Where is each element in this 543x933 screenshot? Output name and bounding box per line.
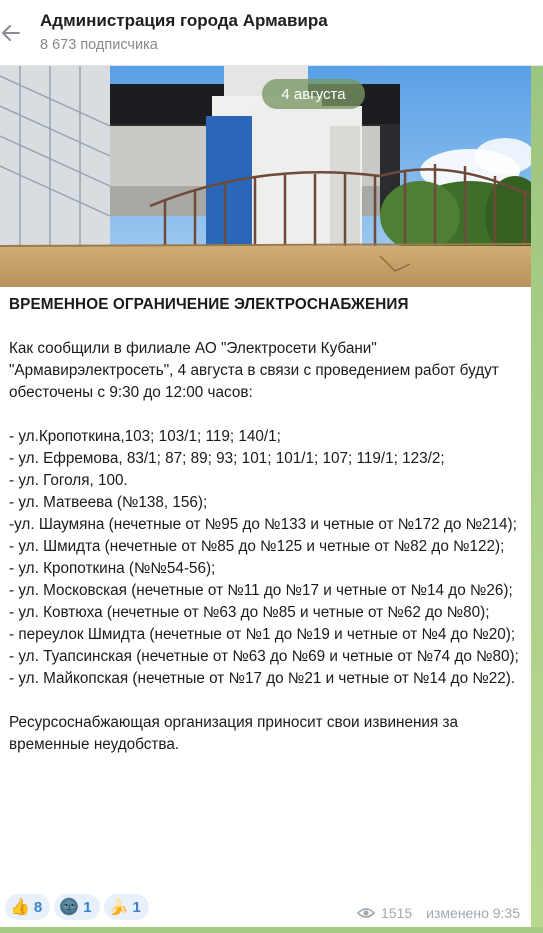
- street-line: - ул.Кропоткина,103; 103/1; 119; 140/1;: [9, 428, 281, 445]
- street-line: - ул. Майкопская (нечетные от №17 до №21 и четные от №14 до №22).: [9, 670, 516, 687]
- back-button[interactable]: [0, 18, 22, 48]
- views-eye-icon: [357, 907, 375, 919]
- reaction-count: 1: [83, 898, 92, 916]
- chat-background-bottom: [0, 927, 543, 933]
- street-line: - ул. Гоголя, 100.: [9, 472, 128, 489]
- chat-header: [0, 0, 543, 66]
- post-text: [9, 294, 525, 756]
- view-count: 1515: [381, 905, 413, 921]
- street-line: -ул. Шаумяна (нечетные от №95 до №133 и четные от №172 до №214);: [9, 516, 517, 533]
- banana-icon: 🍌: [108, 899, 129, 916]
- post-meta: [357, 905, 520, 921]
- reaction-count: 1: [132, 898, 141, 916]
- street-line: - ул. Шмидта (нечетные от №85 до №125 и четные от №82 до №122);: [9, 538, 505, 555]
- street-line: - ул. Ковтюха (нечетные от №63 до №85 и четные от №62 до №80);: [9, 604, 490, 621]
- channel-title[interactable]: Администрация города Армавира: [40, 11, 328, 30]
- post-intro: Как сообщили в филиале АО "Электросети Кубани" "Армавирэлектросеть", 4 августа в связи с проведением работ будут обесточены с 9:30 до 12:00 часов:: [9, 340, 499, 401]
- reaction-count: 8: [33, 898, 43, 916]
- street-line: - ул. Ефремова, 83/1; 87; 89; 93; 101; 101/1; 107; 119/1; 123/2;: [9, 450, 445, 467]
- reaction-new-moon-face[interactable]: [54, 894, 99, 920]
- reaction-banana[interactable]: [104, 894, 149, 920]
- reaction-thumbs-up[interactable]: [5, 894, 50, 920]
- street-line: - ул. Кропоткина (№№54-56);: [9, 560, 216, 577]
- street-line: - ул. Матвеева (№138, 156);: [9, 494, 208, 511]
- edited-timestamp: изменено 9:35: [426, 905, 520, 921]
- post-headline: ВРЕМЕННОЕ ОГРАНИЧЕНИЕ ЭЛЕКТРОСНАБЖЕНИЯ: [9, 296, 409, 313]
- subscriber-count: 8 673 подписчика: [40, 37, 158, 53]
- post-closing: Ресурсоснабжающая организация приносит свои извинения за временные неудобства.: [9, 714, 459, 753]
- reactions-bar: [5, 894, 149, 920]
- thumbs-up-icon: 👍: [10, 899, 30, 916]
- back-arrow-icon: [1, 23, 21, 43]
- channel-post: [0, 66, 531, 927]
- chat-background: [531, 66, 543, 933]
- street-line: - ул. Московская (нечетные от №11 до №17 и четные от №14 до №26);: [9, 582, 513, 599]
- street-line: - переулок Шмидта (нечетные от №1 до №19 и четные от №4 до №20);: [9, 626, 516, 643]
- street-line: - ул. Туапсинская (нечетные от №63 до №69 и четные от №74 до №80);: [9, 648, 519, 665]
- new-moon-face-icon: 🌚: [59, 899, 80, 916]
- post-photo[interactable]: [0, 66, 531, 287]
- date-badge: 4 августа: [262, 79, 365, 109]
